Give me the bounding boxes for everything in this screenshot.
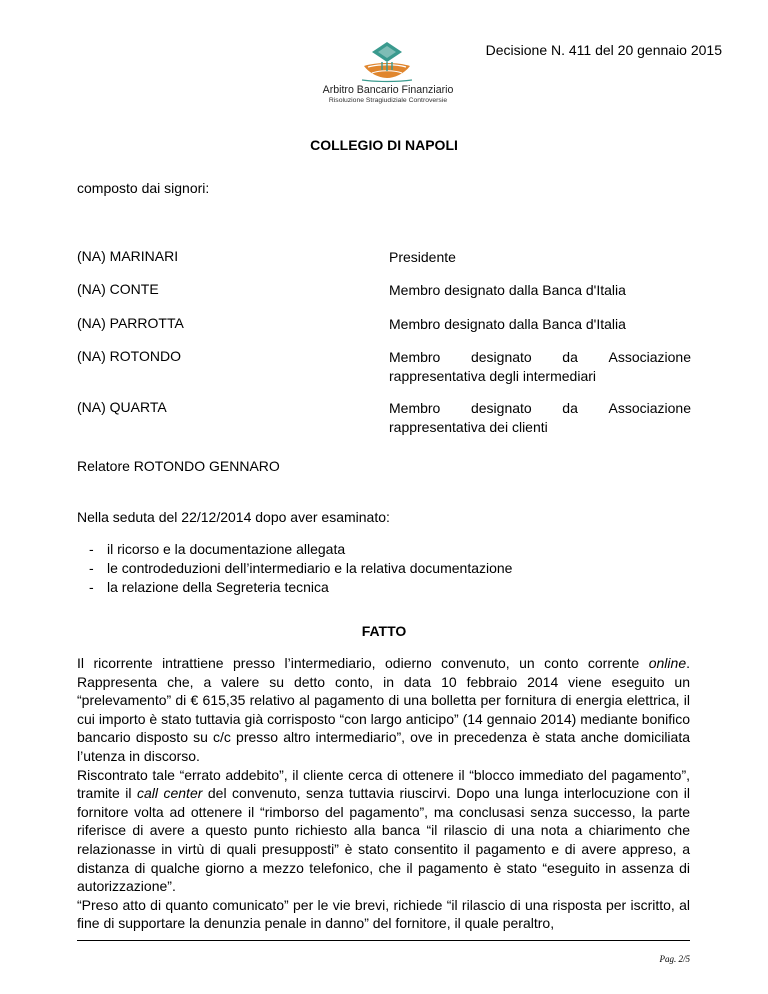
- abf-logo: [318, 40, 458, 106]
- abf-boat-logo-icon: [358, 40, 416, 84]
- fatto-body: [77, 654, 690, 933]
- member-role-word: designato: [470, 400, 532, 416]
- member-role: [389, 281, 691, 300]
- member-role-word: Membro: [389, 400, 441, 416]
- member-name: (NA) MARINARI: [77, 248, 179, 264]
- section-title-fatto: FATTO: [361, 623, 407, 639]
- member-name: (NA) PARROTTA: [77, 315, 184, 331]
- member-role: [389, 315, 691, 334]
- seduta-line: Nella seduta del 22/12/2014 dopo aver esaminato:: [77, 509, 390, 525]
- member-role-word: da: [562, 349, 578, 365]
- paragraph: Il ricorrente intrattiene presso l’intermediario, odierno convenuto, un conto corrente online. Rappresenta che, a valere su detto conto, in data 10 febbraio 2014 viene eseguito un “prelevamento” di € 615,35 relativo al pagamento di una bolletta per fornitura di energia elettrica, il cui importo è stato tuttavia già corrisposto “con largo anticipo” (14 gennaio 2014) mediante bonifico bancario disposto su c/c presso altro intermediario”, ove in precedenza è stata anche domiciliata l’utenza in discorso.: [77, 655, 690, 764]
- member-role-word: designato: [470, 349, 532, 365]
- decision-title: Decisione N. 411 del 20 gennaio 2015: [485, 42, 722, 58]
- examined-list: [89, 540, 512, 597]
- member-role-text: Presidente: [389, 249, 456, 265]
- member-role-word: Membro: [389, 349, 441, 365]
- member-role-line2: rappresentativa dei clienti: [389, 419, 548, 435]
- member-role-text: Membro designato dalla Banca d'Italia: [389, 316, 626, 332]
- member-role-word: Associazione: [608, 400, 691, 416]
- member-role: [389, 248, 691, 267]
- logo-name: Arbitro Bancario Finanziario: [322, 84, 454, 96]
- relatore: Relatore ROTONDO GENNARO: [77, 458, 280, 474]
- member-role-word: da: [562, 400, 578, 416]
- list-item: - il ricorso e la documentazione allegata: [89, 541, 346, 557]
- member-name: (NA) ROTONDO: [77, 348, 181, 364]
- list-item: - le controdeduzioni dell’intermediario e la relativa documentazione: [89, 560, 513, 576]
- member-role-line2: rappresentativa degli intermediari: [389, 368, 596, 384]
- page-number: Pag. 2/5: [659, 954, 690, 964]
- footer-divider: [77, 940, 690, 941]
- member-role-word: Associazione: [608, 349, 691, 365]
- paragraph: Riscontrato tale “errato addebito”, il cliente cerca di ottenere il “blocco immediato del pagamento”, tramite il call center del convenuto, senza tuttavia riuscirvi. Dopo una lunga interlocuzione con il fornitore volta ad ottenere il “rimborso del pagamento”, ma conclusasi senza successo, la parte riferisce di avere a questo punto richiesto alla banca “il rilascio di una nota a chiarimento che relazionasse in virtù di quali presupposti” è stato consentito il pagamento e di avere appreso, a distanza di qualche giorno a mezzo telefonico, che il pagamento è stato “eseguito in assenza di autorizzazione”.: [77, 766, 690, 895]
- member-role: [389, 348, 691, 386]
- member-name: (NA) QUARTA: [77, 399, 167, 415]
- list-item: - la relazione della Segreteria tecnica: [89, 579, 329, 595]
- logo-subtitle: Risoluzione Stragiudiziale Controversie: [328, 97, 448, 104]
- paragraph: “Preso atto di quanto comunicato” per le vie brevi, richiede “il rilascio di una risposta per iscritto, al fine di supportare la denunzia penale in danno” del fornitore, il quale peraltro,: [77, 896, 690, 932]
- member-role-text: Membro designato dalla Banca d'Italia: [389, 282, 626, 298]
- member-role: [389, 399, 691, 437]
- composed-by-label: composto dai signori:: [77, 180, 210, 196]
- member-name: (NA) CONTE: [77, 281, 159, 297]
- collegio-heading: COLLEGIO DI NAPOLI: [310, 137, 458, 153]
